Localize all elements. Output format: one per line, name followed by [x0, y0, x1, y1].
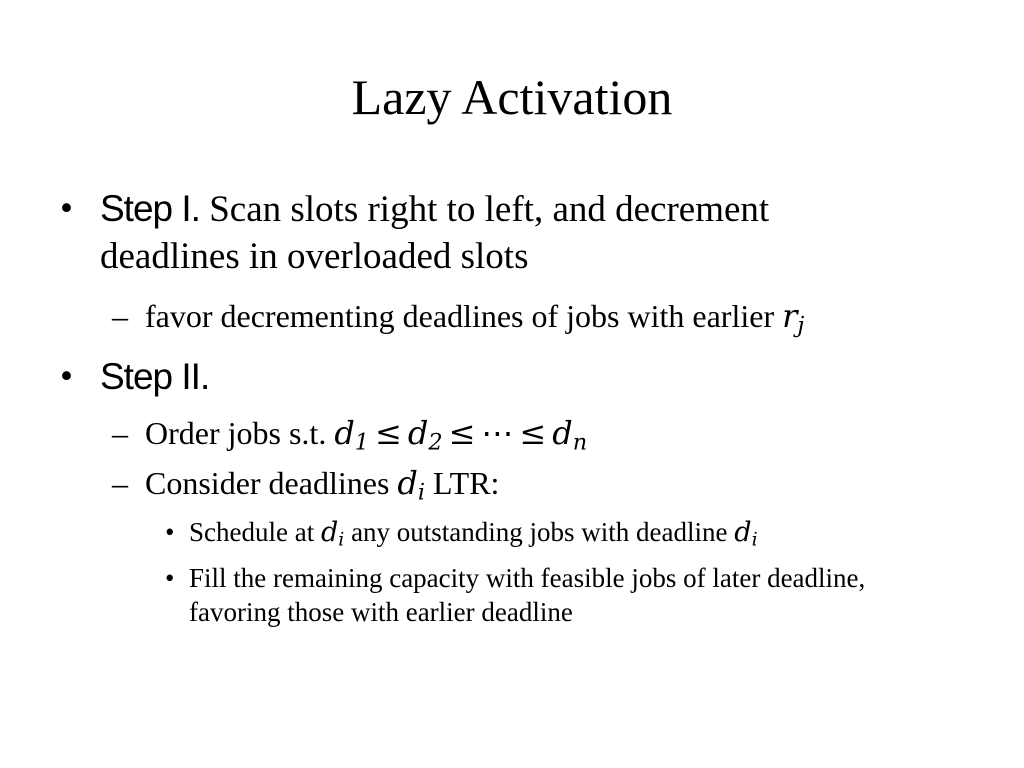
math-d-i — [397, 464, 426, 506]
subsub1-mid: any outstanding jobs with deadline — [344, 517, 735, 547]
slide-title: Lazy Activation — [351, 69, 673, 125]
math-sub-1: 1 — [354, 429, 370, 456]
math-sub-i: i — [338, 528, 345, 551]
step2-line — [100, 354, 209, 401]
math-d-i — [320, 517, 345, 551]
math-r-j — [782, 297, 805, 339]
step2-sub1-text: Order jobs s.t. — [145, 415, 335, 451]
math-var-r: r — [782, 297, 798, 335]
math-d-i — [734, 517, 758, 551]
math-d: d — [407, 414, 429, 452]
step2-sub2 — [145, 463, 499, 513]
math-le: ≤ — [375, 414, 402, 452]
step1-line1 — [100, 186, 769, 233]
math-sub-n: n — [572, 429, 588, 456]
bullet-dot: • — [60, 356, 73, 397]
dash-marker: – — [112, 465, 128, 501]
step2-sub2-text-after: LTR: — [425, 465, 500, 501]
math-sub-2: 2 — [428, 429, 443, 456]
bullet-dot: • — [165, 517, 175, 547]
dash-marker: – — [112, 298, 128, 334]
math-sub-j: j — [797, 312, 805, 339]
bullet-dot: • — [165, 563, 175, 593]
math-dots: ⋯ — [481, 414, 514, 452]
subsub2-line2: favoring those with earlier deadline — [189, 597, 573, 627]
math-le: ≤ — [448, 414, 476, 452]
step1-sub1 — [145, 296, 804, 346]
math-sub-i: i — [417, 479, 426, 506]
step2-sub2-text-before: Consider deadlines — [145, 465, 398, 501]
step1-text-line2: deadlines in overloaded slots — [100, 236, 529, 277]
step2-label: Step II. — [100, 356, 210, 397]
subsub2-line1: Fill the remaining capacity with feasible jobs of later deadline, — [189, 563, 866, 593]
math-d: d — [334, 414, 355, 452]
step2-subsub1 — [189, 516, 758, 557]
step1-label: Step I. — [100, 188, 200, 229]
math-order-chain — [334, 414, 588, 456]
bullet-dot: • — [60, 188, 73, 229]
math-var-d: d — [320, 517, 339, 548]
math-sub-i: i — [751, 528, 758, 551]
step1-text-line1: Scan slots right to left, and decrement — [199, 189, 770, 230]
step2-sub1 — [145, 413, 587, 463]
subsub1-before: Schedule at — [189, 517, 321, 547]
math-d: d — [552, 414, 573, 452]
step1-sub1-text: favor decrementing deadlines of jobs with earlier — [145, 298, 783, 334]
dash-marker: – — [112, 415, 128, 451]
math-le: ≤ — [519, 414, 547, 452]
math-var-d: d — [397, 464, 418, 502]
math-var-d: d — [734, 517, 752, 548]
